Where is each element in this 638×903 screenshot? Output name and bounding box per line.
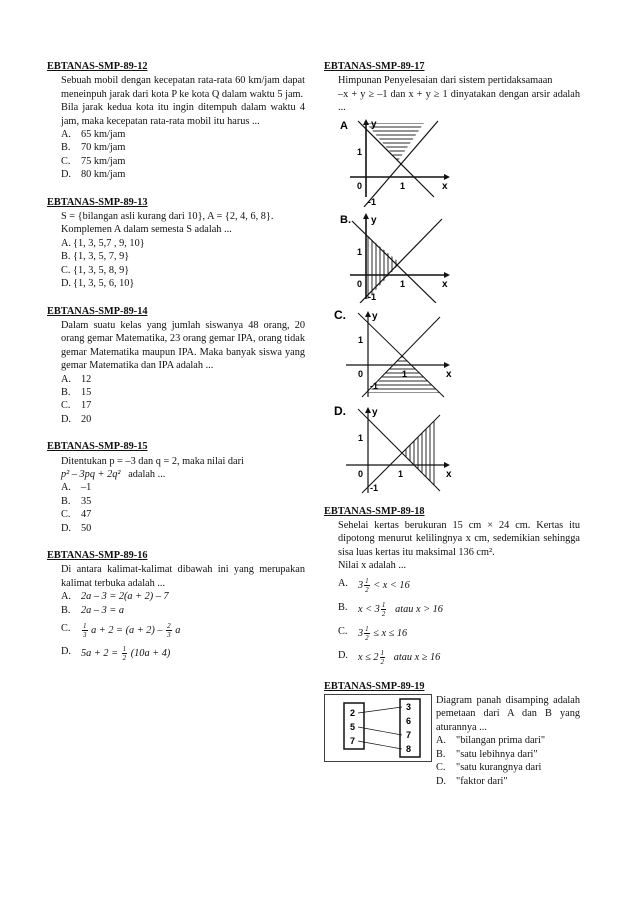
svg-text:y: y (371, 118, 377, 130)
set-b-item: 7 (406, 730, 412, 741)
svg-text:-1: -1 (370, 380, 379, 391)
set-b-item: 8 (406, 744, 412, 755)
option-a: A. 2a – 3 = 2(a + 2) – 7 (61, 591, 169, 603)
option-d: D. 80 km/jam (61, 169, 126, 181)
expression-suffix: adalah ... (128, 468, 166, 480)
svg-text:y: y (372, 406, 378, 418)
set-b-item: 3 (406, 702, 412, 713)
svg-text:y: y (371, 214, 377, 226)
option-c: C. 17 (61, 400, 92, 412)
option-d: D. 20 (61, 413, 92, 425)
question-13 (47, 196, 305, 291)
svg-text:-1: -1 (368, 291, 377, 302)
question-title: EBTANAS-SMP-89-13 (47, 196, 148, 208)
question-title: EBTANAS-SMP-89-18 (324, 505, 425, 517)
question-title: EBTANAS-SMP-89-14 (47, 305, 148, 317)
option-a: A. 3 $\frac{1}{2}$ < x < 16 (338, 576, 410, 594)
option-b: B. "satu lebihnya dari" (436, 748, 538, 760)
svg-text:y: y (372, 310, 378, 322)
graph-d (332, 403, 580, 495)
option-b: B. x < 3 $\frac{1}{2}$ atau x > 16 (338, 600, 443, 618)
graph-label: D. (334, 403, 346, 418)
set-a-item: 7 (350, 736, 356, 747)
option-a: A. –1 (61, 482, 92, 494)
graph-label: C. (334, 307, 346, 322)
right-column (324, 60, 580, 802)
option-c: C. 47 (61, 509, 92, 521)
option-a: A. 65 km/jam (61, 129, 126, 141)
question-text: Sebuah mobil dengan kecepatan rata-rata 60 km/jam dapat meneinpuh jarak dari kota P ke kota Q dalam waktu 5 jam. (61, 75, 305, 100)
question-text: Himpunan Penyelesaian dari sistem pertidaksamaan (338, 75, 553, 87)
question-title: EBTANAS-SMP-89-19 (324, 680, 425, 692)
option-b: B. 2a – 3 = a (61, 604, 124, 616)
option-b: B. 15 (61, 386, 92, 398)
question-17 (324, 60, 580, 495)
svg-text:-1: -1 (368, 196, 377, 207)
option-d: D. "faktor dari" (436, 775, 508, 787)
option-a: A. "bilangan prima dari" (436, 735, 546, 747)
question-text: Sehelai kertas berukuran 15 cm × 24 cm. Kertas itu dipotong menurut kelilingnya x cm, sedemikian sehingga sisa luas kertas itu maksimal 136 cm². (338, 520, 580, 558)
graph-b (338, 211, 580, 303)
fraction: $\frac{1}{2}$ (122, 645, 127, 663)
graph-label: A (340, 119, 348, 132)
question-title: EBTANAS-SMP-89-17 (324, 61, 425, 72)
option-c: C. "satu kurangnya dari (436, 762, 542, 774)
fraction: $\frac{1}{3}$ (83, 622, 87, 640)
option-d: D. x ≤ 2 $\frac{1}{2}$ atau x ≥ 16 (338, 648, 441, 666)
svg-text:x: x (446, 368, 452, 380)
option-a: A. {1, 3, 5,7 , 9, 10} (61, 237, 145, 249)
svg-text:1: 1 (402, 368, 408, 379)
set-b-item: 6 (406, 716, 412, 727)
svg-text:x: x (442, 180, 448, 192)
svg-text:1: 1 (358, 432, 364, 443)
question-text: Ditentukan p = –3 dan q = 2, maka nilai dari (61, 455, 244, 467)
question-19 (324, 680, 580, 788)
left-column (47, 60, 305, 676)
option-c: C. 75 km/jam (61, 155, 126, 167)
option-b: B. {1, 3, 5, 7, 9} (61, 251, 130, 263)
question-text: –x + y ≥ –1 dan x + y ≥ 1 dinyatakan dengan arsir adalah ... (338, 88, 580, 114)
svg-text:1: 1 (398, 468, 404, 479)
graph-a (338, 117, 580, 207)
question-text: Diagram panah disamping adalah pemetaan dari A dan B yang aturannya ... (436, 695, 580, 733)
question-18 (324, 505, 580, 666)
question-12 (47, 60, 305, 182)
set-a-item: 5 (350, 722, 356, 733)
svg-text:0: 0 (357, 180, 363, 191)
svg-text:x: x (446, 468, 452, 480)
question-title: EBTANAS-SMP-89-12 (47, 61, 148, 72)
question-text: Dalam suatu kelas yang jumlah siswanya 48 orang, 20 orang gemar Matematika, 23 orang gemar IPA, orang tidak gemar Matematika maupun IPA. Maka banyak siswa yang gemar Matematika dan IPA adalah ... (61, 319, 305, 372)
svg-text:0: 0 (357, 278, 363, 289)
svg-text:0: 0 (358, 468, 364, 479)
svg-text:1: 1 (358, 334, 364, 345)
question-14 (47, 305, 305, 427)
svg-text:1: 1 (357, 246, 363, 257)
option-d: D. 5a + 2 = $\frac{1}{2}$ (10a + 4) (61, 645, 171, 663)
svg-text:1: 1 (400, 180, 406, 191)
option-c: C. {1, 3, 5, 8, 9} (61, 264, 130, 276)
question-title: EBTANAS-SMP-89-16 (47, 550, 148, 561)
question-text: Komplemen A dalam semesta S adalah ... (61, 224, 232, 236)
question-text: Nilai x adalah ... (338, 560, 407, 572)
arrow-diagram (324, 694, 436, 788)
question-text: Bila jarak kedua kota itu ingin ditempuh dalam waktu 4 jam, maka kecepatan rata-rata mobil itu harus ... (61, 102, 305, 127)
option-d: D. 50 (61, 522, 92, 534)
option-c: C. $\frac{1}{3}$ a + 2 = (a + 2) – $\frac{2}{3}$ a (61, 622, 181, 640)
question-16 (47, 549, 305, 662)
question-title: EBTANAS-SMP-89-15 (47, 441, 148, 453)
fraction: $\frac{2}{3}$ (167, 622, 171, 640)
graph-label: B. (340, 213, 351, 226)
set-a-item: 2 (350, 708, 356, 719)
graph-c (332, 307, 580, 399)
question-15 (47, 440, 305, 535)
question-text: Di antara kalimat-kalimat dibawah ini yang merupakan kalimat terbuka adalah ... (61, 564, 305, 589)
option-d: D. {1, 3, 5, 6, 10} (61, 278, 135, 290)
expression-line (61, 468, 305, 481)
svg-text:x: x (442, 278, 448, 290)
svg-text:1: 1 (357, 146, 363, 157)
option-b: B. 35 (61, 495, 92, 507)
question-text: S = {bilangan asli kurang dari 10}, A = {2, 4, 6, 8}. (61, 211, 274, 223)
svg-text:0: 0 (358, 368, 364, 379)
svg-text:-1: -1 (370, 482, 379, 493)
option-a: A. 12 (61, 373, 92, 385)
math-expression: p² – 3pq + 2q² (61, 468, 121, 480)
option-b: B. 70 km/jam (61, 142, 126, 154)
option-c: C. 3 $\frac{1}{2}$ ≤ x ≤ 16 (338, 624, 408, 642)
svg-text:1: 1 (400, 278, 406, 289)
